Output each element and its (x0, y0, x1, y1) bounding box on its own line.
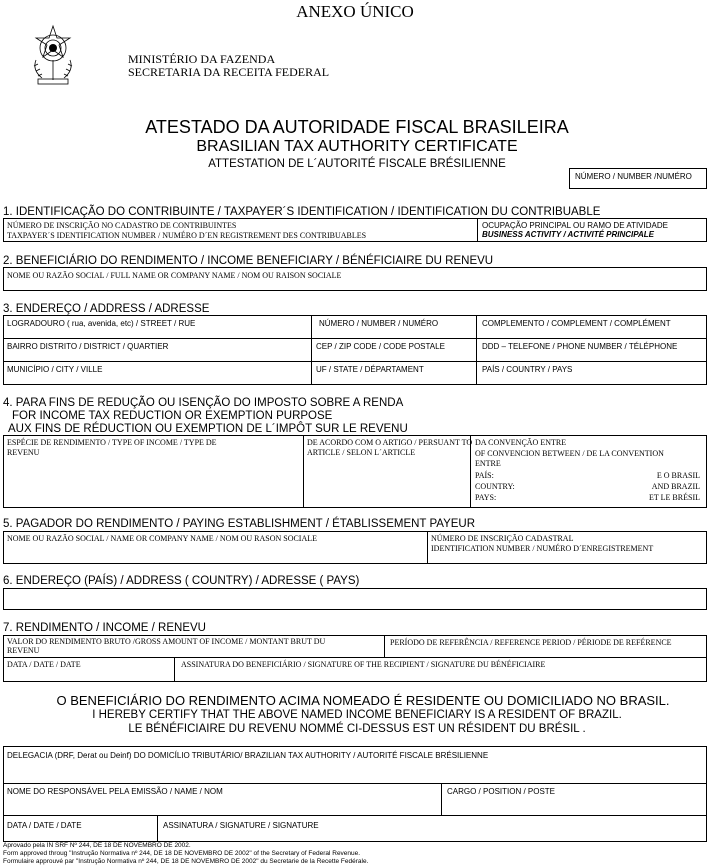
address-col-divider (476, 315, 477, 385)
treaty-article-label-en: ARTICLE / SELON L´ARTICLE (307, 448, 416, 457)
street-field[interactable]: LOGRADOURO ( rua, avenida, etc) / STREET / RUE (7, 319, 196, 328)
payer-name-label: NOME OU RAZÃO SOCIAL / NAME OR COMPANY NAME / NOM OU RASON SOCIALE (7, 534, 318, 543)
footer-approval-fr: Formulaire approuvé par "Instrução Normativa nº 244, DE 18 DE NOVEMBRO DE 2002" du Secretarie de la Recette Fedérale. (3, 858, 369, 865)
section4-title: 4. PARA FINS DE REDUÇÃO OU ISENÇÃO DO IMPOSTO SOBRE A RENDA (3, 397, 404, 409)
treaty-country-label-pt: PAÍS: (475, 471, 494, 480)
section4-title-fr: AUX FINS DE RÉDUCTION OU EXEMPTION DE L´IMPÔT SUR LE REVENU (8, 423, 408, 435)
treaty-country-suffix-en: AND BRAZIL (651, 482, 700, 491)
section1-title: 1. IDENTIFICAÇÃO DO CONTRIBUINTE / TAXPAYER´S IDENTIFICATION / IDENTIFICATION DU CONTRIBUABLE (3, 206, 601, 218)
brazil-coat-of-arms-icon (28, 24, 78, 86)
declaration-en: I HEREBY CERTIFY THAT THE ABOVE NAMED INCOME BENEFICIARY IS A RESIDENT OF BRAZIL. (92, 709, 622, 721)
district-field[interactable]: BAIRRO DISTRITO / DISTRICT / QUARTIER (7, 342, 169, 351)
authority-signature-field[interactable]: ASSINATURA / SIGNATURE / SIGNATURE (163, 821, 319, 830)
business-activity-label: OCUPAÇÃO PRINCIPAL OU RAMO DE ATIVIDADE (482, 221, 668, 230)
issue-date-field[interactable]: DATA / DATE / DATE (7, 821, 82, 830)
zip-code-field[interactable]: CEP / ZIP CODE / CODE POSTALE (316, 342, 445, 351)
section5-title: 5. PAGADOR DO RENDIMENTO / PAYING ESTABLISHMENT / ÉTABLISSEMENT PAYEUR (3, 518, 476, 530)
treaty-country-label-en: COUNTRY: (475, 482, 515, 491)
section6-title: 6. ENDEREÇO (PAÍS) / ADDRESS ( COUNTRY) / ADRESSE ( PAYS) (3, 575, 360, 587)
address-col-divider (311, 315, 312, 385)
certificate-title-fr: ATTESTATION DE L´AUTORITÉ FISCALE BRÉSILIENNE (208, 158, 506, 170)
payer-registration-label: NÚMERO DE INSCRIÇÃO CADASTRAL (431, 534, 574, 543)
beneficiary-name-label: NOME OU RAZÃO SOCIAL / FULL NAME OR COMPANY NAME / NOM OU RAISON SOCIALE (7, 271, 342, 280)
income-divider (174, 657, 175, 682)
section3-title: 3. ENDEREÇO / ADDRESS / ADRESSE (3, 303, 210, 315)
taxpayer-registration-field[interactable] (4, 219, 476, 241)
certificate-number-field[interactable] (569, 168, 707, 189)
treaty-article-field[interactable] (304, 436, 473, 507)
income-divider (384, 635, 385, 657)
taxpayer-registration-label: NÚMERO DE INSCRIÇÃO NO CADASTRO DE CONTRIBUINTES (7, 221, 237, 230)
treaty-article-label: DE ACORDO COM O ARTIGO / PERSUANT TO (307, 438, 473, 447)
beneficiary-name-field[interactable] (3, 267, 707, 291)
income-type-field[interactable] (4, 436, 302, 507)
treaty-country-suffix-pt: E O BRASIL (656, 471, 700, 480)
city-field[interactable]: MUNICÍPIO / CITY / VILLE (7, 365, 103, 374)
certificate-title-pt: ATESTADO DA AUTORIDADE FISCAL BRASILEIRA (145, 117, 569, 137)
address-row-divider (3, 338, 707, 339)
income-type-label: ESPÉCIE DE RENDIMENTO / TYPE OF INCOME / TYPE DE (7, 438, 217, 447)
authority-divider (157, 815, 158, 842)
payer-name-field[interactable] (4, 532, 426, 563)
declaration-pt: O BENEFICIÁRIO DO RENDIMENTO ACIMA NOMEADO É RESIDENTE OU DOMICILIADO NO BRASIL. (56, 693, 670, 708)
address-number-field[interactable]: NÚMERO / NUMBER / NUMÉRO (319, 319, 439, 328)
business-activity-field[interactable] (478, 219, 706, 241)
section7-title: 7. RENDIMENTO / INCOME / RENEVU (3, 622, 206, 634)
income-date-field[interactable]: DATA / DATE / DATE (7, 660, 81, 669)
authority-row-divider (3, 783, 707, 784)
treaty-country-field[interactable] (471, 436, 706, 507)
certificate-title-en: BRASILIAN TAX AUTHORITY CERTIFICATE (196, 138, 518, 155)
ministry-name: MINISTÉRIO DA FAZENDA (128, 52, 276, 66)
phone-field[interactable]: DDD – TELEFONE / PHONE NUMBER / TÉLÉPHONE (482, 342, 678, 351)
address-row-divider (3, 361, 707, 362)
treaty-convention-label-cont: ENTRE (475, 459, 501, 468)
treaty-country-suffix-fr: ET LE BRÉSIL (649, 493, 700, 502)
section4-title-en: FOR INCOME TAX REDUCTION OR EXEMPTION PURPOSE (12, 410, 333, 422)
payer-registration-field[interactable] (428, 532, 706, 563)
authority-row-divider (3, 815, 707, 816)
gross-income-field[interactable] (4, 636, 383, 656)
annex-title: ANEXO ÚNICO (296, 2, 414, 21)
beneficiary-signature-field[interactable]: ASSINATURA DO BENEFICIÁRIO / SIGNATURE OF THE RECIPIENT / SIGNATURE DU BÉNÉFICIAIRE (181, 660, 546, 669)
business-activity-label-en: BUSINESS ACTIVITY / ACTIVITÉ PRINCIPALE (482, 230, 655, 239)
income-row-divider (3, 657, 707, 658)
authority-divider (441, 783, 442, 815)
state-field[interactable]: UF / STATE / DÉPARTAMENT (316, 365, 424, 374)
address-complement-field[interactable]: COMPLEMENTO / COMPLEMENT / COMPLÉMENT (482, 319, 671, 328)
treaty-country-label-fr: PAYS: (475, 493, 497, 502)
issuer-position-field[interactable]: CARGO / POSITION / POSTE (447, 787, 556, 796)
payer-registration-label-en: IDENTIFICATION NUMBER / NUMÉRO D´ENREGISTREMENT (431, 544, 654, 553)
reference-period-field[interactable]: PERÍODO DE REFERÊNCIA / REFERENCE PERIOD / PÉRIODE DE REFÉRENCE (390, 638, 672, 647)
gross-income-label: VALOR DO RENDIMENTO BRUTO /GROSS AMOUNT OF INCOME / MONTANT BRUT DU (7, 637, 326, 646)
country-field[interactable]: PAÍS / COUNTRY / PAYS (482, 365, 573, 374)
footer-approval: Aprovado pela IN SRF Nº 244, DE 18 DE NOVEMBRO DE 2002. (3, 842, 191, 849)
gross-income-label-cont: REVENU (7, 646, 40, 655)
taxpayer-registration-label-en: TAXPAYER´S IDENTIFICATION NUMBER / NUMÉRO D´EN REGISTREMENT DES CONTRIBUABLES (7, 231, 367, 240)
treaty-convention-label: DA CONVENÇÃO ENTRE (475, 438, 567, 447)
secretariat-name: SECRETARIA DA RECEITA FEDERAL (128, 65, 330, 79)
certificate-number-label: NÚMERO / NUMBER /NUMÉRO (575, 172, 692, 181)
declaration-fr: LE BÉNÉFICIAIRE DU REVENU NOMMÉ CI-DESSUS EST UN RÉSIDENT DU BRÉSIL . (128, 723, 586, 735)
footer-approval-en: Form approved throug "Instrução Normativa nº 244, DE 18 DE NOVEMBRO DE 2002" of the Secretary of Federal Revenue. (3, 850, 361, 857)
tax-office-field[interactable]: DELEGACIA (DRF, Derat ou Deinf) DO DOMICÍLIO TRIBUTÁRIO/ BRAZILIAN TAX AUTHORITY / AUTORITÉ FISCALE BRÉSILIENNE (7, 751, 489, 760)
issuer-name-field[interactable]: NOME DO RESPONSÁVEL PELA EMISSÃO / NAME / NOM (7, 787, 223, 796)
treaty-convention-label-en: OF CONVENCION BETWEEN / DE LA CONVENTION (475, 449, 664, 458)
payer-country-address-field[interactable] (3, 588, 707, 610)
section2-title: 2. BENEFICIÁRIO DO RENDIMENTO / INCOME BENEFICIARY / BÉNÉFICIAIRE DU RENEVU (3, 255, 494, 267)
income-type-label-cont: REVENU (7, 448, 40, 457)
